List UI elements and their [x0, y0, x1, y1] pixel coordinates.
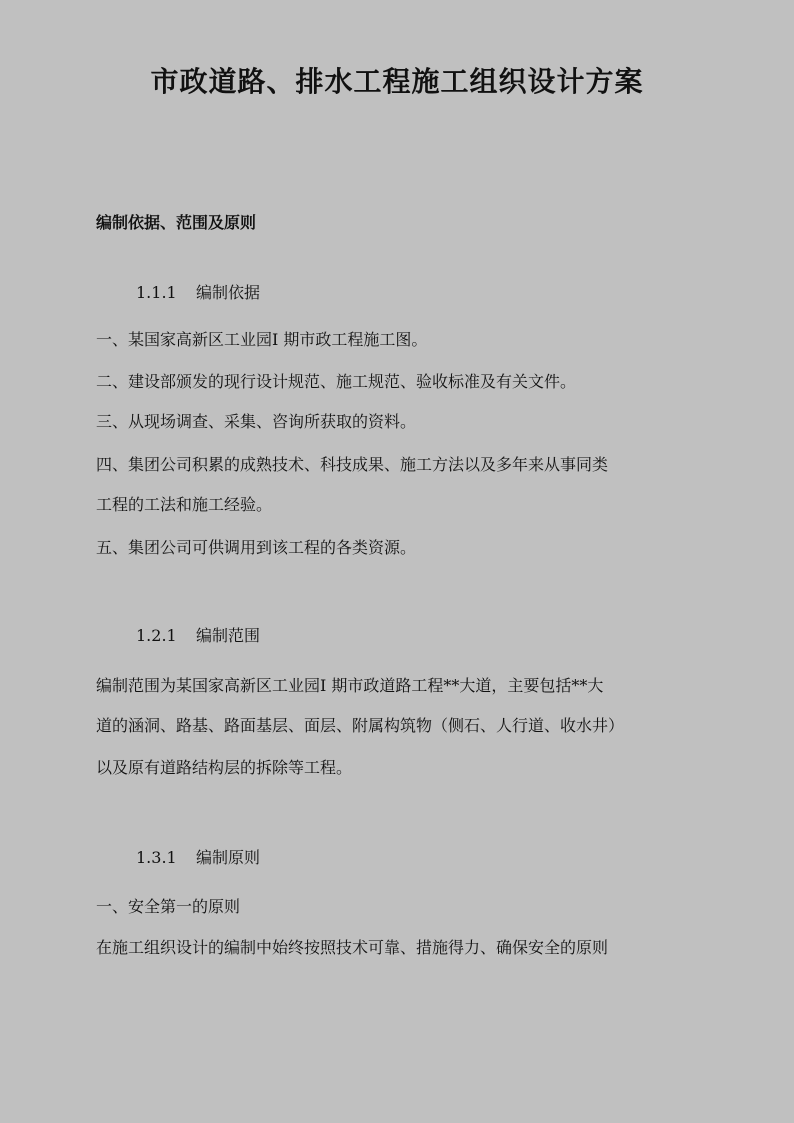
- paragraph-line: 在施工组织设计的编制中始终按照技术可靠、措施得力、确保安全的原则: [96, 938, 609, 957]
- subheading-title: 编制范围: [196, 626, 261, 645]
- list-item: 五、集团公司可供调用到该工程的各类资源。: [96, 538, 417, 557]
- subheading-title: 编制原则: [196, 848, 261, 867]
- document-title: 市政道路、排水工程施工组织设计方案: [150, 65, 644, 98]
- list-item: 三、从现场调查、采集、咨询所获取的资料。: [96, 412, 417, 431]
- section-heading: 编制依据、范围及原则: [96, 213, 257, 232]
- paragraph-line: 编制范围为某国家高新区工业园Ⅰ 期市政道路工程**大道，主要包括**大: [96, 676, 604, 695]
- list-item: 二、建设部颁发的现行设计规范、施工规范、验收标准及有关文件。: [96, 372, 577, 391]
- subheading-title: 编制依据: [196, 283, 261, 302]
- list-item: 一、某国家高新区工业园Ⅰ 期市政工程施工图。: [96, 330, 428, 349]
- subheading-number: 1.2.1: [136, 626, 177, 645]
- subheading-basis: [136, 282, 260, 304]
- list-item: 工程的工法和施工经验。: [96, 495, 273, 514]
- subheading-principle: [136, 847, 260, 869]
- subheading-number: 1.1.1: [136, 283, 177, 302]
- subheading-scope: [136, 625, 260, 647]
- paragraph-line: 一、安全第一的原则: [96, 897, 241, 916]
- paragraph-line: 以及原有道路结构层的拆除等工程。: [96, 758, 353, 777]
- list-item: 四、集团公司积累的成熟技术、科技成果、施工方法以及多年来从事同类: [96, 455, 609, 474]
- paragraph-line: 道的涵洞、路基、路面基层、面层、附属构筑物（侧石、人行道、收水井）: [96, 716, 625, 735]
- subheading-number: 1.3.1: [136, 848, 177, 867]
